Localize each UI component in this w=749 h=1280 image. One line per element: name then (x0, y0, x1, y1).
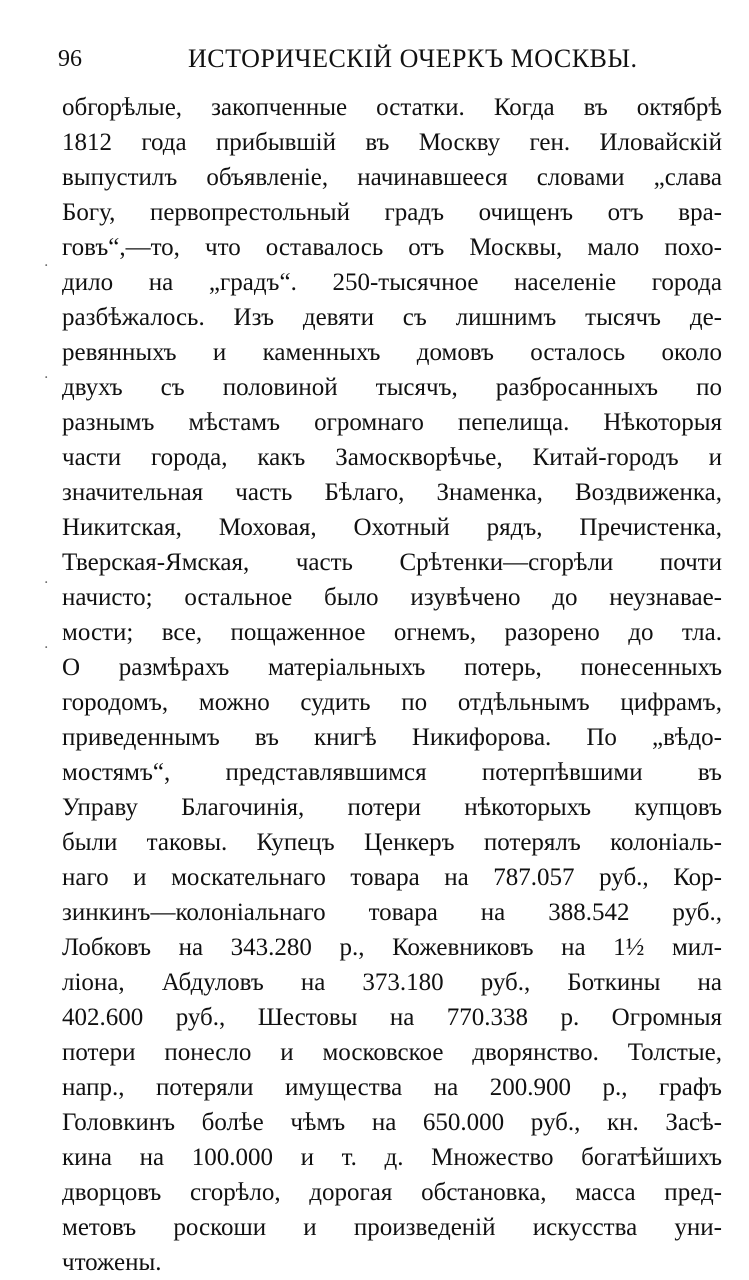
text-line: 1812 года прибывшій въ Москву ген. Иловайскій (62, 129, 722, 156)
text-line: чтожены. (62, 1249, 162, 1276)
text-line: метовъ роскоши и произведеній искусства уни- (62, 1214, 722, 1241)
text-line: напр., потеряли имущества на 200.900 р., графъ (62, 1074, 722, 1101)
margin-mark: · (44, 575, 49, 591)
text-line: дворцовъ сгорѣло, дорогая обстановка, масса пред- (62, 1179, 722, 1206)
text-line: выпустилъ объявленіе, начинавшееся словами „слава (62, 164, 722, 191)
text-line: начисто; остальное было изувѣчено до неузнавае- (62, 584, 722, 611)
running-title: ИСТОРИЧЕСКІЙ ОЧЕРКЪ МОСКВЫ. (188, 44, 638, 73)
text-line: Лобковъ на 343.280 р., Кожевниковъ на 1½ мил- (62, 934, 722, 961)
text-line: были таковы. Купецъ Ценкеръ потерялъ колоніаль- (62, 829, 722, 856)
text-line: части города, какъ Замоскворѣчье, Китай-городъ и (62, 444, 722, 471)
text-line: значительная часть Бѣлаго, Знаменка, Воздвиженка, (62, 479, 722, 506)
margin-mark: · (44, 640, 49, 656)
text-line: Богу, первопрестольный градъ очищенъ отъ вра- (62, 199, 722, 226)
text-line: кина на 100.000 и т. д. Множество богатѣйшихъ (62, 1144, 722, 1171)
text-line: ліона, Абдуловъ на 373.180 руб., Боткины на (62, 969, 722, 996)
text-line: приведеннымъ въ книгѣ Никифорова. По „вѣдо- (62, 724, 722, 751)
text-line: потери понесло и московское дворянство. Толстые, (62, 1039, 722, 1066)
text-line: мостямъ“, представлявшимся потерпѣвшими въ (62, 759, 722, 786)
text-line: О размѣрахъ матеріальныхъ потерь, понесенныхъ (62, 654, 722, 681)
text-line: Управу Благочинія, потери нѣкоторыхъ купцовъ (62, 794, 722, 821)
text-line: обгорѣлые, закопченные остатки. Когда въ октябрѣ (62, 94, 722, 121)
text-line: городомъ, можно судить по отдѣльнымъ цифрамъ, (62, 689, 722, 716)
text-line: разнымъ мѣстамъ огромнаго пепелища. Нѣкоторыя (62, 409, 722, 436)
text-line: Никитская, Моховая, Охотный рядъ, Пречистенка, (62, 514, 722, 541)
page-header (58, 40, 718, 80)
text-line: двухъ съ половиной тысячъ, разбросанныхъ по (62, 374, 722, 401)
margin-mark: · (44, 370, 49, 386)
text-line: разбѣжалось. Изъ девяти съ лишнимъ тысячъ де- (62, 304, 722, 331)
text-line: говъ“,—то, что оставалось отъ Москвы, мало похо- (62, 234, 722, 261)
text-line: дило на „градъ“. 250-тысячное населеніе города (62, 269, 722, 296)
text-line: Тверская-Ямская, часть Срѣтенки—сгорѣли почти (62, 549, 722, 576)
text-line: зинкинъ—колоніальнаго товара на 388.542 руб., (62, 899, 722, 926)
text-line: наго и москательнаго товара на 787.057 руб., Кор- (62, 864, 722, 891)
text-line: ревянныхъ и каменныхъ домовъ осталось около (62, 339, 722, 366)
text-line: 402.600 руб., Шестовы на 770.338 р. Огромныя (62, 1004, 722, 1031)
margin-mark: · (44, 258, 49, 274)
page-number: 96 (58, 46, 82, 72)
text-line: Головкинъ болѣе чѣмъ на 650.000 руб., кн. Засѣ- (62, 1109, 722, 1136)
body-text (62, 90, 722, 1280)
text-line: мости; все, пощаженное огнемъ, разорено до тла. (62, 619, 722, 646)
